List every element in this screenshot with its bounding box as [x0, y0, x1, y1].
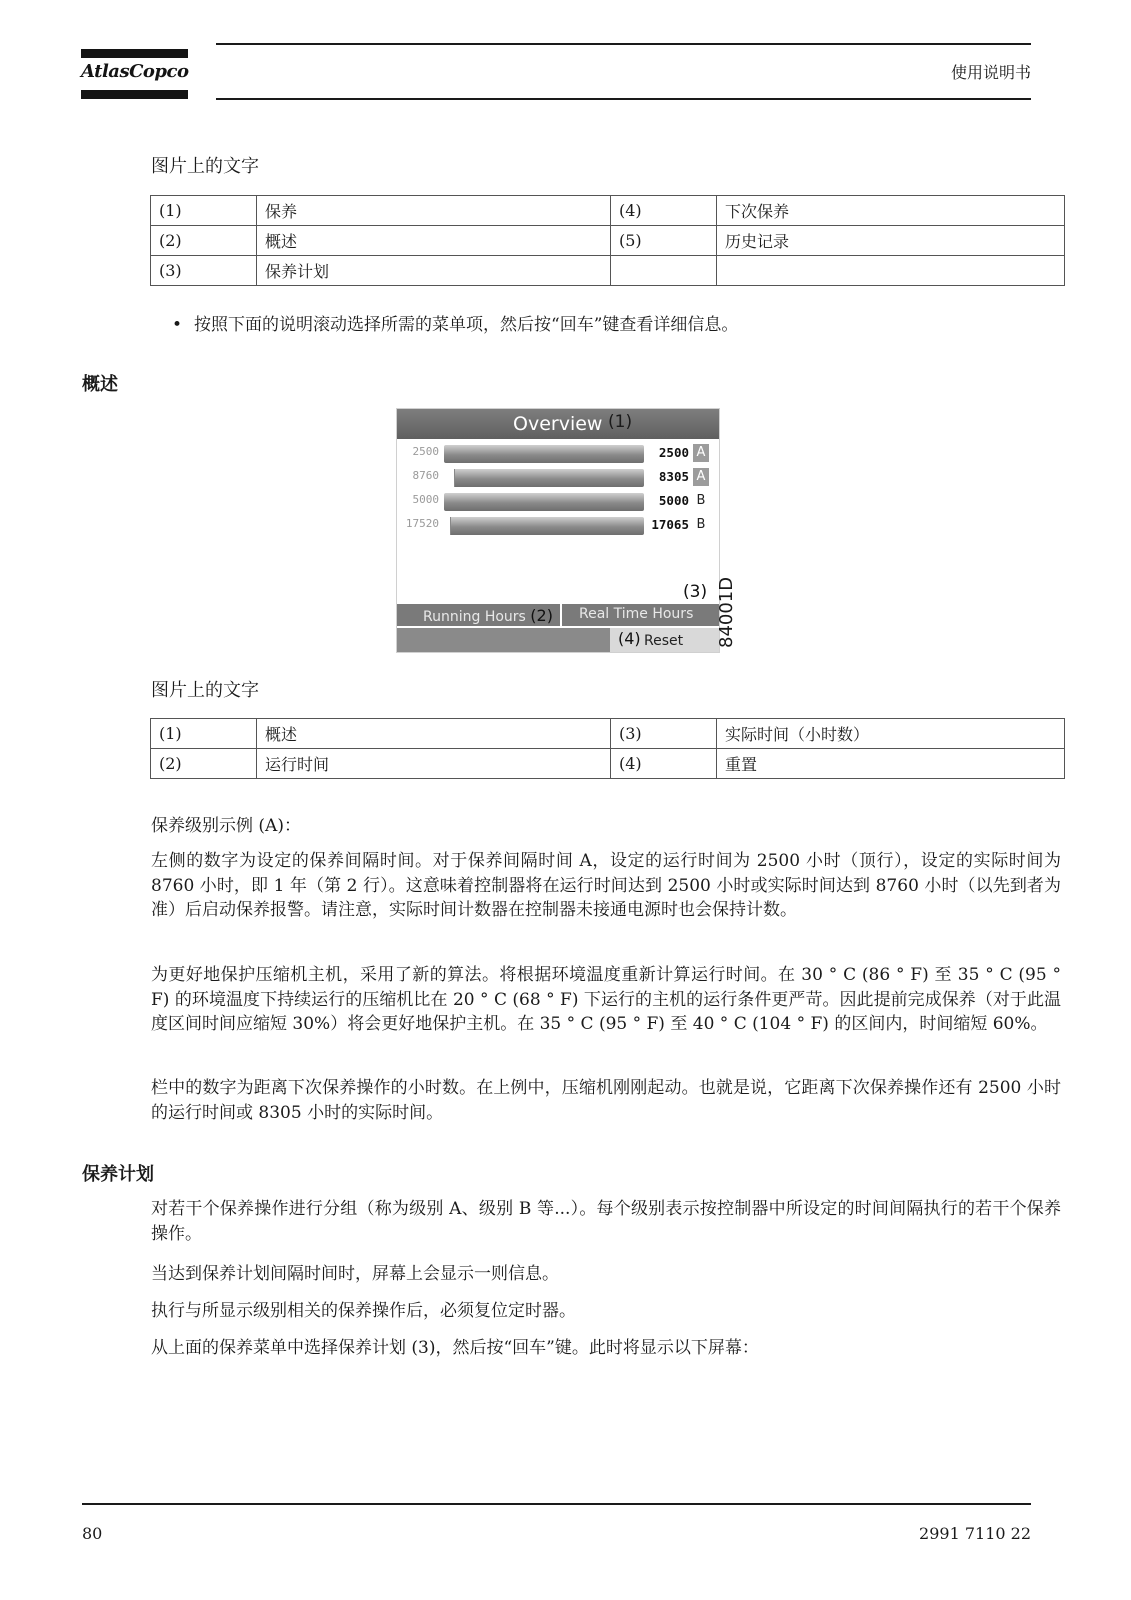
table-cell: (1)	[151, 196, 257, 226]
table-cell: (2)	[151, 749, 257, 779]
screen-title-bar	[397, 409, 719, 439]
screen-title: Overview	[513, 413, 603, 435]
progress-bar	[444, 517, 644, 535]
reset-label: Reset	[644, 633, 684, 649]
table-cell: 保养计划	[257, 256, 611, 286]
progress-bar	[444, 493, 644, 511]
table-cell: 保养	[257, 196, 611, 226]
reset-button[interactable]	[610, 628, 719, 652]
table-cell	[717, 256, 1065, 286]
tab-running-hours-label: Running Hours	[423, 609, 526, 625]
logo-bar-bottom	[81, 90, 188, 99]
table-cell: (4)	[611, 196, 717, 226]
maintenance-row	[397, 442, 719, 465]
remaining-hours: 17065	[651, 517, 689, 532]
tab-real-time-hours[interactable]: Real Time Hours	[579, 606, 694, 622]
paragraph: 对若干个保养操作进行分组（称为级别 A、级别 B 等...）。每个级别表示按控制器中所设定的时间间隔执行的若干个保养操作。	[151, 1199, 1061, 1244]
table-cell: 下次保养	[717, 196, 1065, 226]
header-rule-top	[216, 43, 1031, 45]
table-cell: 重置	[717, 749, 1065, 779]
table-cell: 概述	[257, 719, 611, 749]
bullet-text: 按照下面的说明滚动选择所需的菜单项，然后按“回车”键查看详细信息。	[194, 315, 739, 335]
table-cell: 概述	[257, 226, 611, 256]
figure-id: 84001D	[716, 576, 737, 648]
callout-3: (3)	[683, 582, 708, 602]
table-cell: (1)	[151, 719, 257, 749]
paragraph: 左侧的数字为设定的保养间隔时间。对于保养间隔时间 A，设定的运行时间为 2500 小时（顶行），设定的实际时间为 8760 小时，即 1 年（第 2 行）。这意味着控制器将在运行时间达到 2500 小时或实际时间达到 8760 小时（以先到者为准）后启动保养报警。请注意，实际时间计数器在控制器未接通电源时也会保持计数。	[151, 851, 1061, 920]
level-badge: A	[693, 468, 709, 486]
schedule-heading: 保养计划	[82, 1164, 154, 1185]
remaining-hours: 2500	[658, 445, 689, 460]
logo-bar-top	[81, 49, 188, 58]
paragraph: 栏中的数字为距离下次保养操作的小时数。在上例中，压缩机刚刚起动。也就是说，它距离下次保养操作还有 2500 小时的运行时间或 8305 小时的实际时间。	[151, 1078, 1061, 1123]
tab-bar	[397, 604, 719, 626]
maintenance-row	[397, 514, 719, 537]
table-row	[151, 196, 1065, 226]
remaining-hours: 5000	[658, 493, 689, 508]
doc-number: 2991 7110 22	[919, 1524, 1031, 1543]
footer-rule	[82, 1503, 1031, 1505]
table-cell: 实际时间（小时数）	[717, 719, 1065, 749]
paragraph: 当达到保养计划间隔时间时，屏幕上会显示一则信息。	[151, 1264, 559, 1284]
table-cell: 运行时间	[257, 749, 611, 779]
table-row	[151, 719, 1065, 749]
maintenance-row	[397, 490, 719, 513]
maintenance-row	[397, 466, 719, 489]
overview-heading: 概述	[82, 374, 118, 395]
remaining-hours: 8305	[658, 469, 689, 484]
set-interval: 5000	[412, 493, 439, 506]
paragraph: 从上面的保养菜单中选择保养计划 (3)，然后按“回车”键。此时将显示以下屏幕：	[151, 1338, 759, 1358]
progress-bar	[444, 445, 644, 463]
legend2-table	[150, 718, 1065, 779]
callout-1: (1)	[608, 412, 633, 432]
level-badge: B	[696, 517, 706, 532]
header-rule-bottom	[216, 98, 1031, 100]
tab-divider	[560, 604, 562, 626]
callout-2: (2)	[530, 606, 553, 625]
set-interval: 8760	[412, 469, 439, 482]
table-cell: (2)	[151, 226, 257, 256]
table-row	[151, 749, 1065, 779]
bullet-dot-icon: •	[172, 315, 183, 335]
page-number: 80	[82, 1524, 103, 1543]
table-row	[151, 226, 1065, 256]
level-badge: A	[693, 444, 709, 462]
tab-running-hours[interactable]	[423, 606, 553, 625]
legend1-table	[150, 195, 1065, 286]
table-cell: (3)	[611, 719, 717, 749]
table-cell: 历史记录	[717, 226, 1065, 256]
legend1-caption: 图片上的文字	[151, 156, 259, 177]
table-cell: (3)	[151, 256, 257, 286]
table-row	[151, 256, 1065, 286]
doc-type: 使用说明书	[950, 63, 1031, 82]
table-cell: (5)	[611, 226, 717, 256]
instruction-bullet	[172, 310, 738, 335]
level-badge: B	[696, 493, 706, 508]
bottom-bar	[397, 628, 719, 652]
set-interval: 2500	[412, 445, 439, 458]
table-cell	[611, 256, 717, 286]
set-interval: 17520	[405, 517, 439, 530]
paragraph: 执行与所显示级别相关的保养操作后，必须复位定时器。	[151, 1301, 576, 1321]
paragraph: 保养级别示例 (A)：	[151, 816, 301, 836]
progress-fill	[444, 517, 451, 535]
progress-fill	[444, 469, 455, 487]
progress-bar	[444, 469, 644, 487]
table-cell: (4)	[611, 749, 717, 779]
atlas-copco-logo: AtlasCopco	[81, 61, 189, 82]
paragraph: 为更好地保护压缩机主机，采用了新的算法。将根据环境温度重新计算运行时间。在 30 ° C (86 ° F) 至 35 ° C (95 ° F) 的环境温度下持续运行的压缩机比在 20 ° C (68 ° F) 下运行的主机的运行条件更严苛。因此提前完成保养（对于此温度区间时间应缩短 30%）将会更好地保护主机。在 35 ° C (95 ° F) 至 40 ° C (104 ° F) 的区间内，时间缩短 60%。	[151, 965, 1061, 1034]
overview-screen	[396, 408, 720, 653]
callout-4: (4)	[618, 629, 641, 648]
legend2-caption: 图片上的文字	[151, 680, 259, 701]
